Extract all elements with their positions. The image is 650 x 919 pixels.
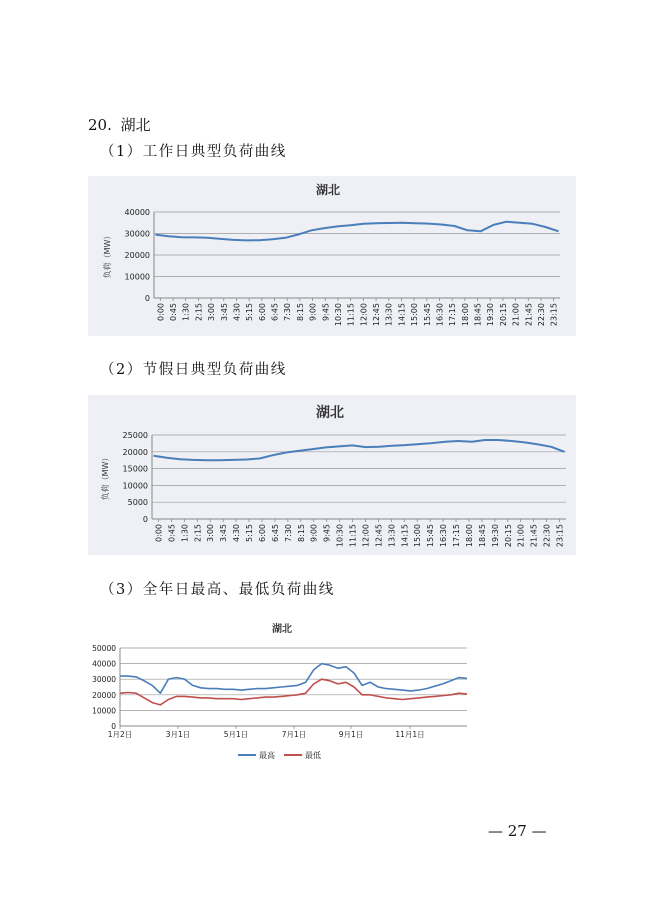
chart-title: 湖北	[315, 183, 341, 197]
x-tick-label: 22:30	[536, 303, 546, 327]
x-tick-label: 14:15	[400, 524, 410, 548]
x-tick-label: 9月1日	[338, 730, 364, 739]
x-tick-label: 21:00	[511, 303, 521, 327]
x-tick-label: 23:15	[555, 524, 565, 548]
y-axis-label: 负荷（MW）	[103, 231, 112, 279]
legend-label: 最高	[259, 751, 275, 760]
chart-title: 湖北	[316, 405, 344, 421]
y-tick-label: 15000	[122, 464, 148, 474]
x-tick-label: 8:15	[295, 303, 305, 321]
x-tick-label: 4:30	[232, 303, 242, 321]
y-tick-label: 0	[111, 722, 116, 731]
x-tick-label: 9:00	[308, 303, 318, 321]
y-tick-label: 30000	[124, 229, 150, 239]
chart-panel-3	[88, 612, 488, 772]
x-tick-label: 15:00	[410, 303, 420, 327]
x-tick-label: 9:45	[321, 303, 331, 321]
subsection-title-1: （1）工作日典型负荷曲线	[100, 144, 287, 160]
x-tick-label: 18:00	[464, 524, 474, 548]
chart-panel-2	[88, 395, 576, 555]
y-tick-label: 40000	[124, 208, 150, 217]
x-tick-label: 5月1日	[223, 730, 249, 739]
x-tick-label: 10:30	[335, 524, 345, 548]
x-tick-label: 12:00	[359, 303, 369, 327]
x-tick-label: 3月1日	[165, 730, 191, 739]
x-tick-label: 15:45	[426, 524, 436, 548]
y-tick-label: 0	[144, 294, 150, 303]
x-tick-label: 2:15	[193, 524, 203, 542]
x-tick-label: 22:30	[542, 524, 552, 548]
x-tick-label: 1:30	[181, 303, 191, 321]
y-tick-label: 20000	[92, 690, 116, 700]
series-line-1	[120, 679, 467, 705]
chart-annual	[88, 612, 488, 772]
chart-holiday	[88, 395, 576, 555]
page-number: — 27 —	[488, 822, 547, 840]
series-line-0	[154, 440, 565, 460]
x-tick-label: 3:00	[207, 303, 217, 321]
y-axis-label: 负荷（MW）	[101, 453, 110, 501]
x-tick-label: 18:45	[477, 524, 487, 548]
y-tick-label: 25000	[122, 431, 148, 440]
x-tick-label: 12:45	[372, 303, 382, 327]
x-tick-label: 13:30	[384, 303, 394, 327]
x-tick-label: 21:45	[524, 303, 534, 327]
x-tick-label: 0:45	[169, 303, 179, 321]
x-tick-label: 20:15	[503, 524, 513, 548]
y-tick-label: 40000	[92, 659, 116, 669]
chart-workday	[88, 176, 576, 336]
x-tick-label: 7:30	[283, 303, 293, 321]
y-tick-label: 20000	[122, 447, 148, 457]
x-tick-label: 0:45	[167, 524, 177, 542]
chart-panel-1	[88, 176, 576, 336]
x-tick-label: 0:00	[154, 524, 164, 542]
x-tick-label: 7:30	[283, 524, 293, 542]
x-tick-label: 21:45	[529, 524, 539, 548]
x-tick-label: 3:45	[219, 524, 229, 542]
series-line-0	[156, 222, 559, 241]
subsection-title-3: （3）全年日最高、最低负荷曲线	[100, 582, 335, 598]
x-tick-label: 10:30	[333, 303, 343, 327]
x-tick-label: 6:00	[257, 524, 267, 542]
y-tick-label: 10000	[122, 481, 148, 491]
x-tick-label: 3:45	[219, 303, 229, 321]
series-line-0	[120, 664, 467, 694]
x-tick-label: 11:15	[346, 303, 356, 327]
x-tick-label: 15:00	[413, 524, 423, 548]
x-tick-label: 15:45	[422, 303, 432, 327]
x-tick-label: 0:00	[156, 303, 166, 321]
x-tick-label: 12:45	[374, 524, 384, 548]
x-tick-label: 6:00	[257, 303, 267, 321]
x-tick-label: 8:15	[296, 524, 306, 542]
x-tick-label: 9:45	[322, 524, 332, 542]
x-tick-label: 11:15	[348, 524, 358, 548]
x-tick-label: 2:15	[194, 303, 204, 321]
x-tick-label: 16:30	[439, 524, 449, 548]
x-tick-label: 21:00	[516, 524, 526, 548]
x-tick-label: 6:45	[270, 524, 280, 542]
section-title: 湖北	[120, 116, 151, 134]
subsection-title-2: （2）节假日典型负荷曲线	[100, 362, 287, 378]
x-tick-label: 4:30	[232, 524, 242, 542]
x-tick-label: 13:30	[387, 524, 397, 548]
y-tick-label: 30000	[92, 675, 116, 685]
x-tick-label: 12:00	[361, 524, 371, 548]
y-tick-label: 5000	[127, 498, 148, 508]
section-heading	[88, 114, 151, 135]
x-tick-label: 17:15	[452, 524, 462, 548]
x-tick-label: 9:00	[309, 524, 319, 542]
x-tick-label: 14:15	[397, 303, 407, 327]
y-tick-label: 20000	[124, 251, 150, 260]
x-tick-label: 17:15	[448, 303, 458, 327]
x-tick-label: 3:00	[206, 524, 216, 542]
y-tick-label: 50000	[92, 644, 116, 653]
x-tick-label: 5:15	[245, 303, 255, 321]
section-number: 20.	[88, 116, 112, 134]
y-tick-label: 10000	[92, 706, 116, 716]
x-tick-label: 18:45	[473, 303, 483, 327]
x-tick-label: 1月2日	[107, 730, 133, 739]
x-tick-label: 20:15	[498, 303, 508, 327]
chart-title: 湖北	[272, 624, 292, 635]
x-tick-label: 5:15	[245, 524, 255, 542]
y-tick-label: 0	[142, 515, 148, 524]
x-tick-label: 18:00	[460, 303, 470, 327]
x-tick-label: 7月1日	[281, 730, 307, 739]
x-tick-label: 11月1日	[395, 730, 425, 739]
x-tick-label: 23:15	[549, 303, 559, 327]
x-tick-label: 16:30	[435, 303, 445, 327]
x-tick-label: 6:45	[270, 303, 280, 321]
x-tick-label: 1:30	[180, 524, 190, 542]
y-tick-label: 10000	[124, 272, 150, 282]
x-tick-label: 19:30	[490, 524, 500, 548]
legend-label: 最低	[305, 751, 321, 760]
x-tick-label: 19:30	[486, 303, 496, 327]
